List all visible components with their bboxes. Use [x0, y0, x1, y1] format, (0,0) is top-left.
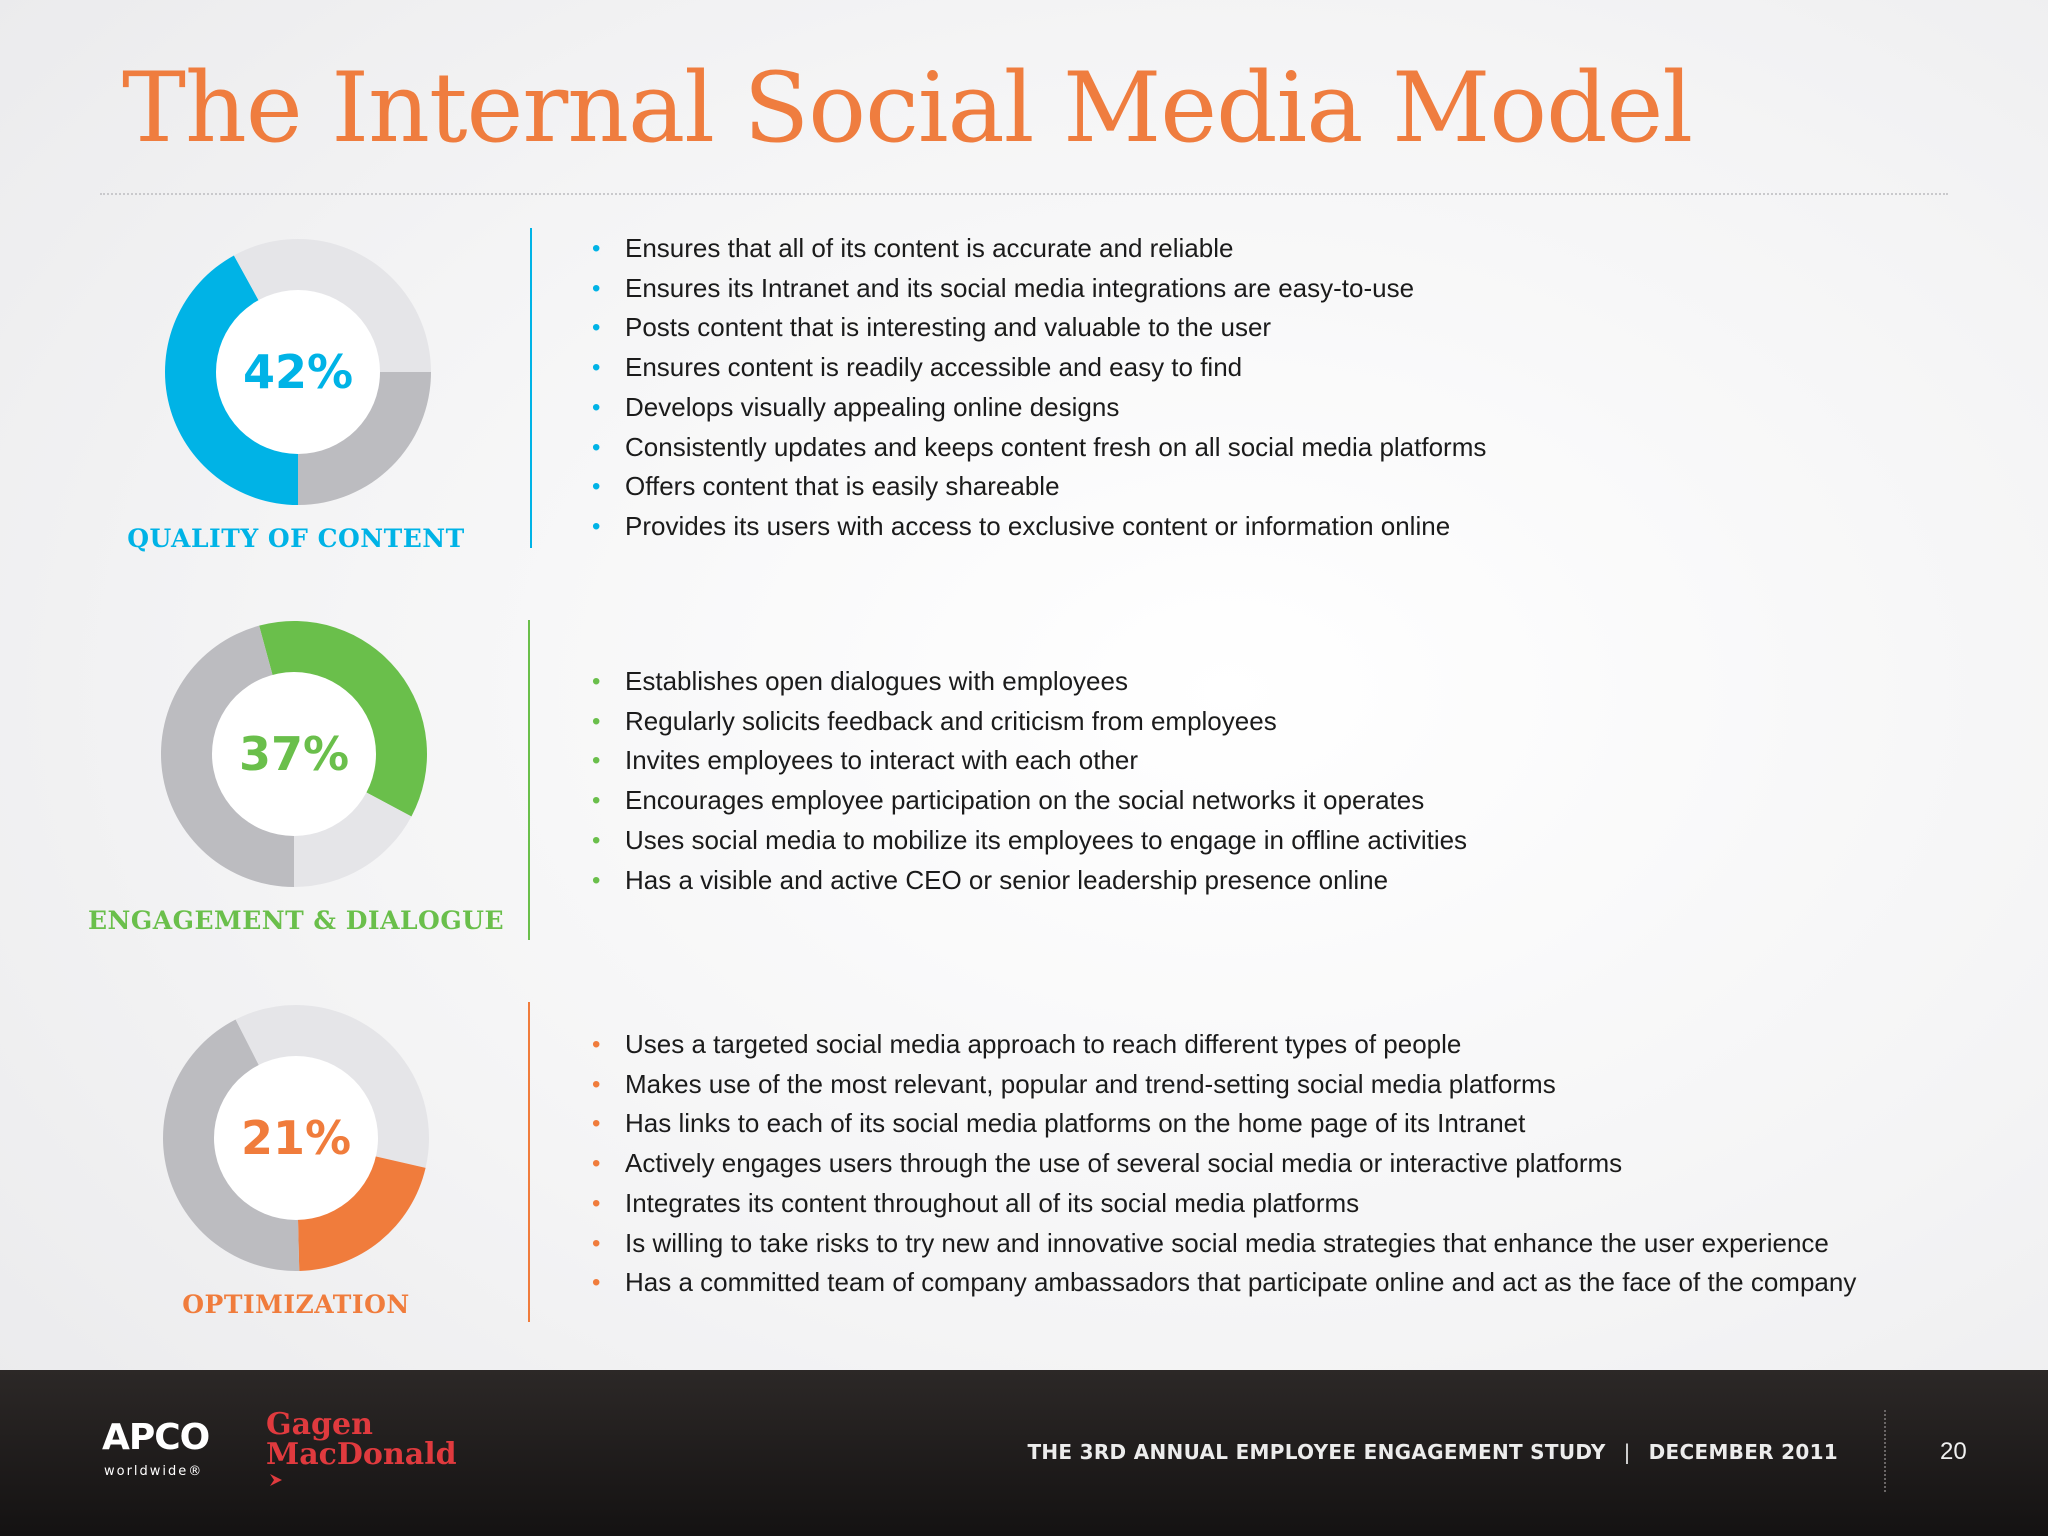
gagen-arrow-icon: [268, 1472, 286, 1488]
study-date: DECEMBER 2011: [1648, 1440, 1838, 1464]
bullet-item: [592, 861, 1467, 901]
bullet-item: [592, 388, 1486, 428]
bullet-text: Consistently updates and keeps content fresh on all social media platforms: [625, 431, 1487, 462]
donut-value-label: 42%: [242, 345, 354, 399]
bullet-dot-icon: •: [592, 747, 601, 775]
bullet-item: [592, 821, 1467, 861]
section-divider-engagement: [528, 620, 530, 940]
bullet-item: [592, 1263, 1856, 1303]
bullet-text: Ensures that all of its content is accurate and reliable: [625, 233, 1234, 263]
bullet-text: Develops visually appealing online designs: [625, 391, 1120, 422]
bullet-text: Makes use of the most relevant, popular and trend-setting social media platforms: [625, 1068, 1556, 1099]
bullet-list-quality: [592, 229, 1486, 547]
bullet-item: [592, 1104, 1856, 1144]
bullet-text: Offers content that is easily shareable: [625, 471, 1060, 502]
bullet-dot-icon: •: [592, 433, 601, 461]
bullet-item: [592, 229, 1486, 269]
bullet-text: Invites employees to interact with each other: [625, 745, 1139, 776]
bullet-item: [592, 662, 1467, 702]
donut-chart-optimization: [156, 998, 436, 1278]
bullet-text: Has links to each of its social media platforms on the home page of its Intranet: [625, 1108, 1526, 1139]
bullet-item: [592, 269, 1486, 309]
bullet-text: Regularly solicits feedback and criticism from employees: [625, 705, 1277, 736]
gagen-logo-line1: Gagen: [266, 1407, 373, 1442]
bullet-dot-icon: •: [592, 1189, 601, 1217]
bullet-item: [592, 1025, 1856, 1065]
title-divider: [100, 193, 1948, 195]
bullet-item: [592, 1224, 1856, 1264]
section-label-optimization: OPTIMIZATION: [182, 1290, 410, 1319]
bullet-item: [592, 781, 1467, 821]
bullet-list-optimization: [592, 1025, 1856, 1303]
section-divider-optimization: [528, 1002, 530, 1322]
section-divider-quality: [530, 228, 532, 548]
bullet-item: [592, 1144, 1856, 1184]
page-number: 20: [1940, 1438, 1967, 1465]
bullet-dot-icon: •: [592, 473, 601, 501]
bullet-dot-icon: •: [592, 1269, 601, 1297]
bullet-dot-icon: •: [592, 826, 601, 854]
bullet-item: [592, 467, 1486, 507]
bullet-item: [592, 507, 1486, 547]
bullet-text: Uses a targeted social media approach to reach different types of people: [625, 1029, 1462, 1059]
bullet-text: Establishes open dialogues with employees: [625, 666, 1128, 696]
bullet-item: [592, 348, 1486, 388]
bullet-text: Ensures content is readily accessible and easy to find: [625, 352, 1243, 383]
donut-chart-quality: [158, 232, 438, 512]
donut-chart-engagement: [154, 614, 434, 894]
bullet-text: Encourages employee participation on the social networks it operates: [625, 785, 1425, 816]
bullet-dot-icon: •: [592, 787, 601, 815]
gagen-logo-line2: MacDonald: [266, 1437, 457, 1472]
bullet-item: [592, 1184, 1856, 1224]
section-label-quality: QUALITY OF CONTENT: [127, 524, 465, 553]
apco-logo: APCO: [102, 1417, 210, 1458]
apco-logo-subtext: worldwide®: [104, 1464, 204, 1479]
donut-value-label: 21%: [240, 1111, 352, 1165]
footer-bar: [0, 1370, 2048, 1536]
study-title: THE 3RD ANNUAL EMPLOYEE ENGAGEMENT STUDY: [1027, 1440, 1606, 1464]
bullet-text: Has a committed team of company ambassadors that participate online and act as the face of the company: [625, 1267, 1857, 1298]
bullet-item: [592, 428, 1486, 468]
bullet-list-engagement: [592, 662, 1467, 900]
bullet-item: [592, 308, 1486, 348]
bullet-text: Uses social media to mobilize its employees to engage in offline activities: [625, 824, 1468, 855]
bullet-text: Has a visible and active CEO or senior leadership presence online: [625, 864, 1389, 895]
bullet-dot-icon: •: [592, 1070, 601, 1098]
bullet-text: Ensures its Intranet and its social media integrations are easy-to-use: [625, 272, 1415, 303]
bullet-dot-icon: •: [592, 354, 601, 382]
bullet-dot-icon: •: [592, 1229, 601, 1257]
bullet-text: Provides its users with access to exclusive content or information online: [625, 510, 1451, 541]
bullet-item: [592, 1065, 1856, 1105]
bullet-dot-icon: •: [592, 668, 601, 695]
bullet-dot-icon: •: [592, 235, 601, 262]
study-caption: [1027, 1440, 1838, 1464]
bullet-item: [592, 741, 1467, 781]
bullet-item: [592, 702, 1467, 742]
gagen-macdonald-logo: [266, 1407, 457, 1472]
bullet-dot-icon: •: [592, 866, 601, 894]
bullet-dot-icon: •: [592, 314, 601, 342]
section-label-engagement: ENGAGEMENT & DIALOGUE: [87, 906, 505, 935]
bullet-dot-icon: •: [592, 1110, 601, 1138]
footer-separator: |: [1623, 1440, 1631, 1464]
bullet-dot-icon: •: [592, 707, 601, 735]
bullet-dot-icon: •: [592, 512, 601, 540]
bullet-text: Actively engages users through the use of several social media or interactive platforms: [625, 1148, 1623, 1179]
bullet-text: Is willing to take risks to try new and innovative social media strategies that enhance the user experience: [625, 1227, 1829, 1258]
donut-value-label: 37%: [238, 727, 350, 781]
bullet-text: Posts content that is interesting and valuable to the user: [625, 312, 1272, 343]
bullet-dot-icon: •: [592, 393, 601, 421]
bullet-dot-icon: •: [592, 1150, 601, 1178]
footer-divider: [1884, 1410, 1886, 1492]
bullet-dot-icon: •: [592, 274, 601, 302]
bullet-text: Integrates its content throughout all of its social media platforms: [625, 1187, 1360, 1218]
page-title: The Internal Social Media Model: [122, 52, 1693, 164]
bullet-dot-icon: •: [592, 1031, 601, 1058]
